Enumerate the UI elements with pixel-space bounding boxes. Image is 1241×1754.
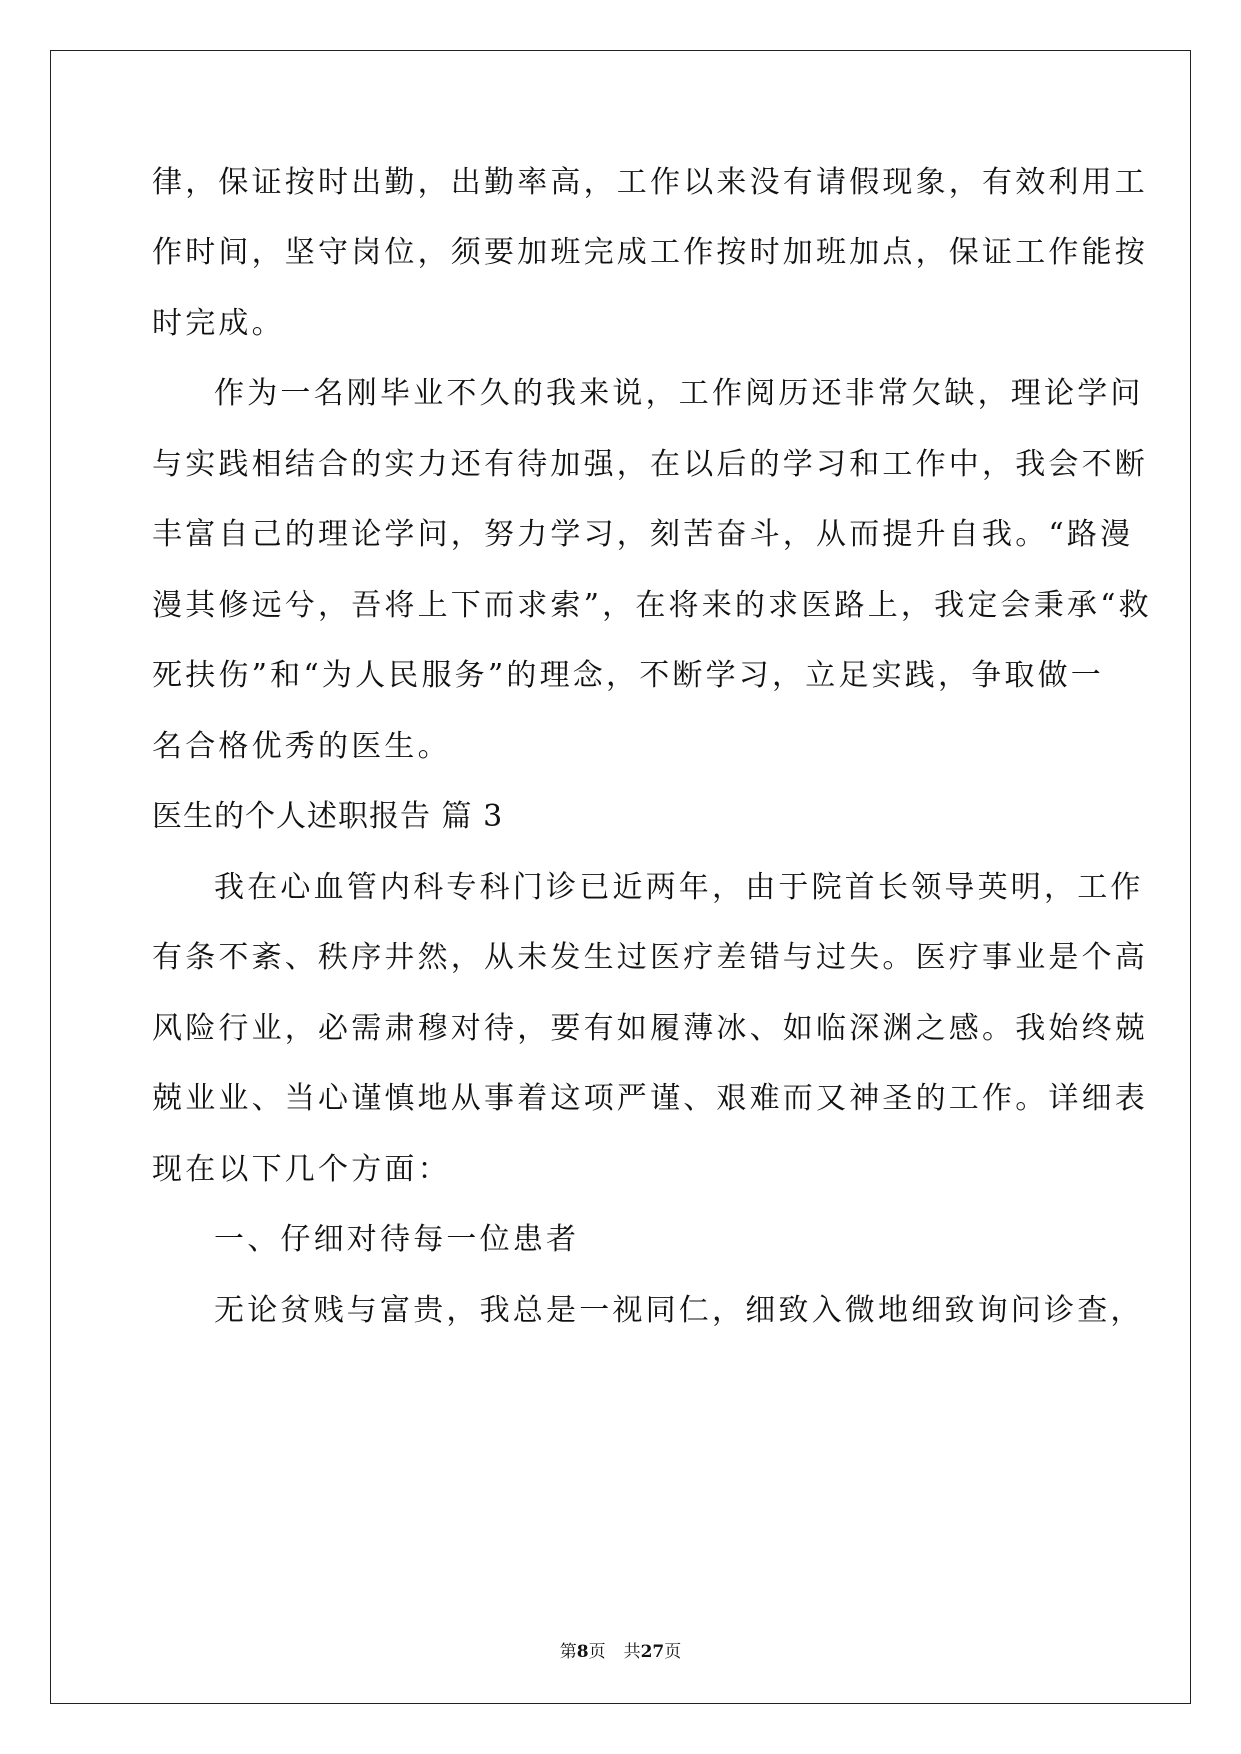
paragraph-first-line: 我在心血管内科专科门诊已近两年，由于院首长领导英明，工作: [214, 870, 1144, 905]
page-footer: [0, 1642, 1241, 1662]
body-line: 名合格优秀的医生。: [152, 729, 451, 764]
footer-page-prefix: 第: [559, 1642, 577, 1662]
body-line: 作时间，坚守岗位，须要加班完成工作按时加班加点，保证工作能按: [152, 235, 1148, 270]
subsection-heading: 一、仔细对待每一位患者: [214, 1222, 580, 1257]
body-line: 兢业业、当心谨慎地从事着这项严谨、艰难而又神圣的工作。详细表: [152, 1081, 1148, 1116]
footer-page-suffix: 页: [588, 1642, 606, 1662]
body-line: 丰富自己的理论学问，努力学习，刻苦奋斗，从而提升自我。“路漫: [152, 517, 1134, 552]
footer-total-suffix: 页: [664, 1642, 682, 1662]
body-line: 漫其修远兮，吾将上下而求索”，在将来的求医路上，我定会秉承“救: [152, 588, 1152, 623]
section-heading: 医生的个人述职报告 篇 3: [152, 799, 504, 834]
paragraph-first-line: 作为一名刚毕业不久的我来说，工作阅历还非常欠缺，理论学问: [214, 376, 1144, 411]
body-line: 风险行业，必需肃穆对待，要有如履薄冰、如临深渊之感。我始终兢: [152, 1011, 1148, 1046]
body-line: 时完成。: [152, 306, 285, 341]
body-line: 死扶伤”和“为人民服务”的理念，不断学习，立足实践，争取做一: [152, 658, 1105, 693]
body-line: 与实践相结合的实力还有待加强，在以后的学习和工作中，我会不断: [152, 447, 1148, 482]
footer-total-prefix: 共: [623, 1642, 641, 1662]
body-line: 律，保证按时出勤，出勤率高，工作以来没有请假现象，有效利用工: [152, 165, 1148, 200]
footer-total-pages: 27: [640, 1642, 665, 1662]
paragraph-first-line: 无论贫贱与富贵，我总是一视同仁，细致入微地细致询问诊查，: [214, 1293, 1144, 1328]
footer-page-number: 8: [576, 1642, 589, 1662]
body-line: 现在以下几个方面：: [152, 1152, 451, 1187]
body-line: 有条不紊、秩序井然，从未发生过医疗差错与过失。医疗事业是个高: [152, 940, 1148, 975]
